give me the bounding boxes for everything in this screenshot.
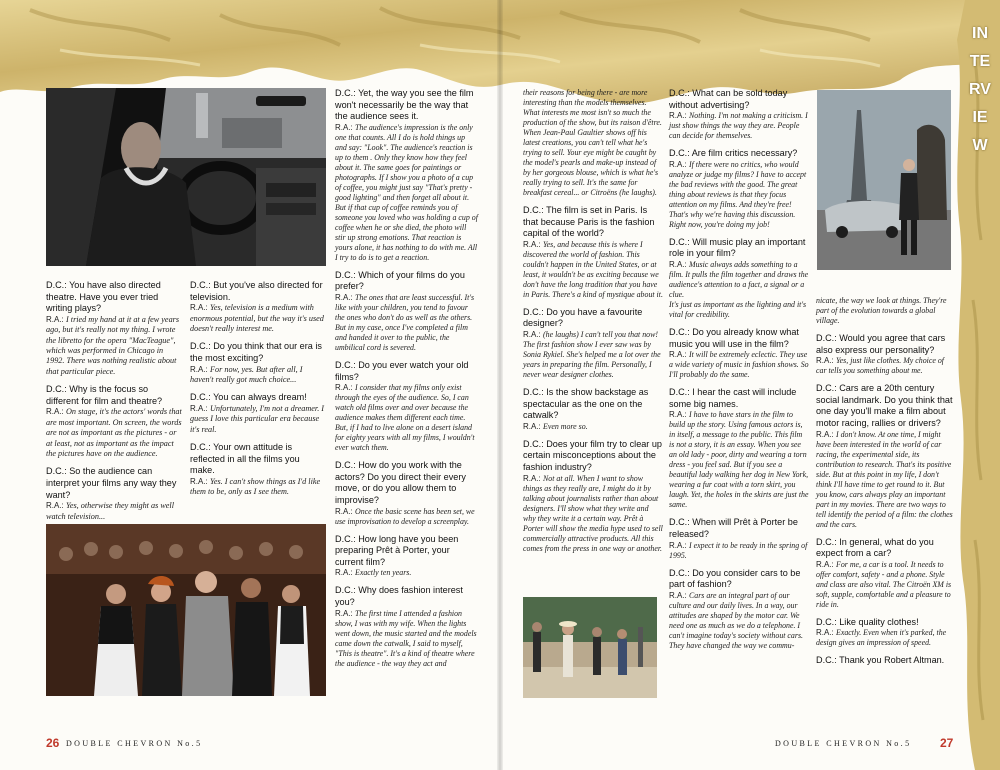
- answer: [816, 430, 954, 530]
- question: D.C.: Like quality clothes!: [816, 616, 919, 627]
- speaker-prefix: R.A.:: [669, 111, 690, 121]
- answer: [816, 560, 954, 610]
- question: D.C.: In general, what do you expect from a car?: [816, 536, 934, 559]
- qa-block: [669, 148, 809, 230]
- qa-block-continued: [816, 296, 954, 326]
- qa-block: [523, 439, 663, 554]
- speaker-prefix: R.A.:: [190, 477, 211, 486]
- answer: [190, 303, 326, 334]
- section-label-interview: INTERVIEW: [969, 25, 991, 154]
- question: D.C.: Why is the focus so different for film and theatre?: [46, 384, 163, 406]
- answer: [46, 315, 182, 377]
- footer-magazine-left: DOUBLE CHEVRON No.5: [66, 739, 203, 748]
- qa-block: [335, 360, 478, 453]
- question: D.C.: Will music play an important role in your film?: [669, 236, 806, 259]
- question: D.C.: Which of your films do you prefer?: [335, 269, 465, 292]
- speaker-prefix: R.A.:: [669, 410, 690, 420]
- answer: [335, 383, 478, 453]
- speaker-prefix: R.A.:: [190, 404, 211, 413]
- question-closing: D.C.: Thank you Robert Altman.: [816, 655, 945, 666]
- qa-block: [190, 280, 326, 334]
- speaker-prefix: R.A.:: [335, 383, 356, 393]
- speaker-prefix: R.A.:: [190, 303, 211, 313]
- answer: [335, 293, 478, 353]
- question: D.C.: Do you ever watch your old films?: [335, 359, 469, 382]
- answer: [190, 404, 326, 435]
- qa-block: [669, 327, 809, 380]
- answer-paragraph-2: It's just as important as the lighting and it's vital for credibility.: [669, 299, 807, 319]
- question: D.C.: Do you think that our era is the most exciting?: [190, 341, 322, 363]
- answer-text: Once the basic scene has been set, we use improvisation to develop a screenplay.: [335, 506, 475, 526]
- answer-text: I consider that my films only exist through the eyes of the audience. So, I can watch old films over and over because the audience makes them different each time. But, if I had to live alone on a desert island for eighty years with all my films, I wouldn't ever watch them.: [335, 383, 475, 453]
- answer: [523, 240, 663, 300]
- speaker-prefix: R.A.:: [523, 239, 544, 249]
- qa-block: [669, 517, 809, 560]
- speaker-prefix: R.A.:: [669, 540, 690, 550]
- answer-text: I don't know. At one time, I might have been interested in the world of car racing, the experimental side, its contribution to research. That's its positive side. But at this point in my life, I don't think I'll have time to get round to it. But you know, cars always play an important part in my movies. There are two ways to tell identify the period of a film: the clothes and the cars.: [816, 429, 953, 529]
- qa-block: [335, 460, 478, 526]
- page-number-right: 27: [940, 736, 954, 750]
- answer-text: Nothing. I'm not making a criticism. I just show things the way they are. People can decide for themselves.: [669, 111, 808, 141]
- qa-block-continued: [523, 88, 663, 198]
- speaker-prefix: R.A.:: [335, 568, 356, 578]
- answer-text: If there were no critics, who would analyze or judge my films? I have to accept the bad reviews with the good. The great thing about reviews is that they focus attention on my films. And they're free! That's why we're having this discussion. Right now, you're doing my job!: [669, 159, 807, 229]
- qa-block: [816, 617, 954, 649]
- answer-text: I have to have stars in the film to build up the story. Using famous actors is, in itself, a message to the public. This film is not a story, it is an essay. When you see an old lady - poor, dirty and wearing a torn dress - you feel sad. But if you see a beautiful lady walking her dog in New York, wearing a fur coat with a torn skirt, you laugh. Yet, the holes in the skirts are just the same.: [669, 410, 809, 510]
- answer-text: Music always adds something to a film. It pulls the film together and draws the audience's attention to a fact, a signal or a clue.: [669, 259, 809, 299]
- question: D.C.: You can always dream!: [190, 392, 307, 403]
- answer-text: The audience's impression is the only one that counts. All I do is hold things up and say: "Look". The audience's reaction is up to them . Only they know how they feel about it. The same goes for paintings or photographs. If I show you a photo of a cup of coffee, you might just say "That's pretty - good lighting" and then forget all about it. But if that cup of coffee reminds you of someone you loved who was holding a cup of coffee when he or she died, the photo will stir up strong emotions. That reaction is yours alone, it has nothing to do with me. All I try to do is to get a reaction.: [335, 122, 478, 262]
- text-column-1: [46, 280, 182, 529]
- speaker-prefix: R.A.:: [523, 329, 544, 339]
- question: D.C.: Your own attitude is reflected in all the films you make.: [190, 442, 300, 476]
- answer-text: Yes, and because this is where I discovered the world of fashion. This couldn't happen in the United States, or at least, it wouldn't be as exciting because we don't have the long tradition that you have in Paris. There's a kind of mystique about it.: [523, 239, 663, 299]
- qa-block: [190, 392, 326, 435]
- question: D.C.: Why does fashion interest you?: [335, 585, 463, 607]
- qa-block: [816, 333, 954, 376]
- speaker-prefix: R.A.:: [816, 559, 837, 569]
- qa-block: [523, 205, 663, 300]
- photo-eiffel-car: [817, 90, 951, 270]
- answer: [669, 541, 809, 561]
- qa-block: [46, 466, 182, 522]
- answer-text: Yes, otherwise they might as well watch television...: [46, 501, 174, 521]
- answer: [669, 350, 809, 380]
- answer: [669, 591, 809, 651]
- speaker-prefix: R.A.:: [669, 159, 690, 169]
- center-gutter: [497, 0, 503, 770]
- speaker-prefix: R.A.:: [335, 506, 356, 516]
- question: D.C.: How long have you been preparing Prêt à Porter, your current film?: [335, 533, 459, 567]
- speaker-prefix: R.A.:: [523, 473, 544, 483]
- speaker-prefix: R.A.:: [669, 590, 690, 600]
- question: D.C.: Do you have a favourite designer?: [523, 306, 643, 329]
- speaker-prefix: R.A.:: [46, 501, 67, 511]
- question: D.C.: Yet, the way you see the film won't necessarily be the way that the audience sees it.: [335, 88, 474, 122]
- answer: [335, 123, 478, 263]
- question: D.C.: You have also directed theatre. Have you ever tried writing plays?: [46, 280, 161, 314]
- answer: [669, 260, 809, 300]
- answer-continued: their reasons for being there - are more interesting than the models themselves. What interests me most isn't so much the production of the show, but its raison d'être. When Jean-Paul Gaultier shows off his latest creations, you can't tell what he's trying to sell. Your eye might be caught by the model's pearls and make-up instead of by her gorgeous blouse, which is what he's really trying to sell. It's the same for breakfast cereal... or Citroëns (he laughs).: [523, 88, 662, 197]
- question: D.C.: I hear the cast will include some big names.: [669, 387, 797, 409]
- answer-text: Yes. I can't show things as I'd like them to be, only as I see them.: [190, 477, 321, 497]
- answer-text: Yes, just like clothes. My choice of car tells you something about me.: [816, 356, 944, 376]
- qa-block: [816, 655, 954, 667]
- qa-block: [190, 341, 326, 385]
- answer-text: On stage, it's the actors' words that are most important. On screen, the words are not as important as the pictures - or at least, not as important as the impact the pictures have on the audience.: [46, 407, 182, 459]
- page-number-left: 26: [46, 736, 60, 750]
- speaker-prefix: R.A.:: [669, 350, 690, 360]
- answer: [669, 160, 809, 230]
- question: D.C.: Does your film try to clear up certain misconceptions about the fashion industry?: [523, 438, 662, 472]
- qa-block: [335, 585, 478, 668]
- answer: [669, 410, 809, 510]
- photo-altman-in-car: [46, 88, 326, 266]
- question: D.C.: Do you consider cars to be part of fashion?: [669, 567, 801, 590]
- qa-block: [669, 568, 809, 651]
- speaker-prefix: R.A.:: [190, 364, 211, 374]
- answer-text: Not at all. When I want to show things as they really are, I might do it by talking about journalists rather than about designers. I'll show what they write and why they write it a certain way. Prêt à Porter will show the media hype used to sell commercially attractive products. All this comes from the press in one way or another.: [523, 473, 663, 553]
- question: D.C.: The film is set in Paris. Is that because Paris is the fashion capital of the world?: [523, 205, 655, 239]
- answer-text: Exactly. Even when it's parked, the design gives an impression of speed.: [816, 628, 947, 648]
- answer-text: It will be extremely eclectic. They use a wide variety of music in fashion shows. So I'll probably do the same.: [669, 350, 809, 380]
- qa-block: [46, 280, 182, 377]
- speaker-prefix: R.A.:: [816, 429, 837, 439]
- answer: [190, 477, 326, 498]
- answer: [335, 507, 478, 527]
- speaker-prefix: R.A.:: [335, 608, 356, 618]
- speaker-prefix: R.A.:: [669, 259, 690, 269]
- answer: [816, 356, 954, 376]
- question: D.C.: When will Prêt à Porter be released?: [669, 517, 798, 539]
- speaker-prefix: R.A.:: [46, 314, 67, 324]
- question: D.C.: Is the show backstage as spectacular as the one on the catwalk?: [523, 386, 649, 421]
- answer-text: For now, yes. But after all, I haven't really got much choice...: [190, 364, 303, 384]
- answer-text: I expect it to be ready in the spring of 1995.: [669, 540, 808, 560]
- answer-text: The first time I attended a fashion show, I was with my wife. When the lights went down, the music started and the models came down the catwalk, I said to myself, "This is theatre". It's a kind of theatre where the audience - the way they act and: [335, 608, 477, 668]
- speaker-prefix: R.A.:: [816, 628, 837, 638]
- footer-magazine-right: DOUBLE CHEVRON No.5: [775, 739, 912, 748]
- answer-text: Unfortunately, I'm not a dreamer. I guess I love this particular era because it's real.: [190, 404, 325, 434]
- answer-text: I tried my hand at it at a few years ago, but it's really not my thing. I wrote the libretto for the opera "MacTeague", which was performed in Chicago in 1992. There was nothing realistic about that particular piece.: [46, 314, 180, 376]
- qa-block: [669, 387, 809, 510]
- question: D.C.: What can be sold today without advertising?: [669, 88, 788, 110]
- speaker-prefix: R.A.:: [816, 356, 837, 366]
- answer-text: For me, a car is a tool. It needs to offer comfort, safety - and a phone. Style and class are also vital. The Citroën XM is soft, supple, comfortable and a pleasure to ride in.: [816, 559, 952, 609]
- answer: [523, 330, 663, 380]
- speaker-prefix: R.A.:: [46, 407, 67, 417]
- text-column-3: [335, 88, 478, 676]
- qa-block: [816, 383, 954, 529]
- qa-block: [523, 387, 663, 432]
- speaker-prefix: R.A.:: [523, 421, 544, 431]
- speaker-prefix: R.A.:: [335, 292, 356, 302]
- text-column-4: [523, 88, 663, 561]
- photo-catwalk-finale: [46, 524, 326, 696]
- qa-block: [669, 88, 809, 141]
- qa-block: [669, 237, 809, 320]
- answer-text: Cars are an integral part of our culture and our daily lives. In a way, our attitudes are shaped by the motor car. We need one as much as we do a telephone. I can't imagine today's society without cars. They have changed the way we commu-: [669, 590, 803, 650]
- qa-block: [335, 534, 478, 579]
- answer: [46, 501, 182, 522]
- question: D.C.: Would you agree that cars also express our personality?: [816, 333, 946, 355]
- text-column-2: [190, 280, 326, 505]
- answer: [669, 111, 809, 141]
- qa-block: [335, 270, 478, 353]
- answer-text: Exactly ten years.: [355, 568, 412, 578]
- photo-film-set: [523, 597, 657, 698]
- answer-text: Even more so.: [543, 421, 588, 431]
- question: D.C.: Are film critics necessary?: [669, 148, 798, 159]
- answer-continued: nicate, the way we look at things. They're part of the evolution towards a global village.: [816, 296, 947, 325]
- qa-block: [816, 537, 954, 610]
- answer: [816, 628, 954, 648]
- question: D.C.: But you've also directed for television.: [190, 280, 323, 302]
- question: D.C.: Cars are a 20th century social landmark. Do you think that one day you'll make a film about motor racing, rallies or drivers?: [816, 383, 953, 428]
- answer: [46, 407, 182, 459]
- question: D.C.: So the audience can interpret your films any way they want?: [46, 466, 177, 500]
- qa-block: [46, 384, 182, 459]
- text-column-6: [816, 296, 954, 674]
- answer: [335, 568, 478, 578]
- qa-block: [190, 442, 326, 498]
- answer-text: Yes, television is a medium with enormous potential, but the way it's used doesn't really interest me.: [190, 303, 324, 333]
- answer: [335, 609, 478, 669]
- text-column-5: [669, 88, 809, 658]
- qa-block: [523, 307, 663, 380]
- speaker-prefix: R.A.:: [335, 122, 356, 132]
- answer-text: The ones that are least successful. It's like with your children, you tend to favour the ones who don't do as well as the others. But in my case, once I've completed a film and handed it over to the public, the umbilical cord is severed.: [335, 292, 475, 352]
- answer: [523, 474, 663, 554]
- answer-text: (he laughs) I can't tell you that now! The first fashion show I ever saw was by Sonia Rykiel. She's helped me a lot over the years in preparing the film. Personally, I never wear designer clothes.: [523, 329, 661, 379]
- question: D.C.: How do you work with the actors? Do you direct their every move, or do you allow them to improvise?: [335, 460, 466, 505]
- answer: [190, 365, 326, 386]
- question: D.C.: Do you already know what music you will use in the film?: [669, 326, 799, 349]
- qa-block: [335, 88, 478, 263]
- answer: [523, 422, 663, 432]
